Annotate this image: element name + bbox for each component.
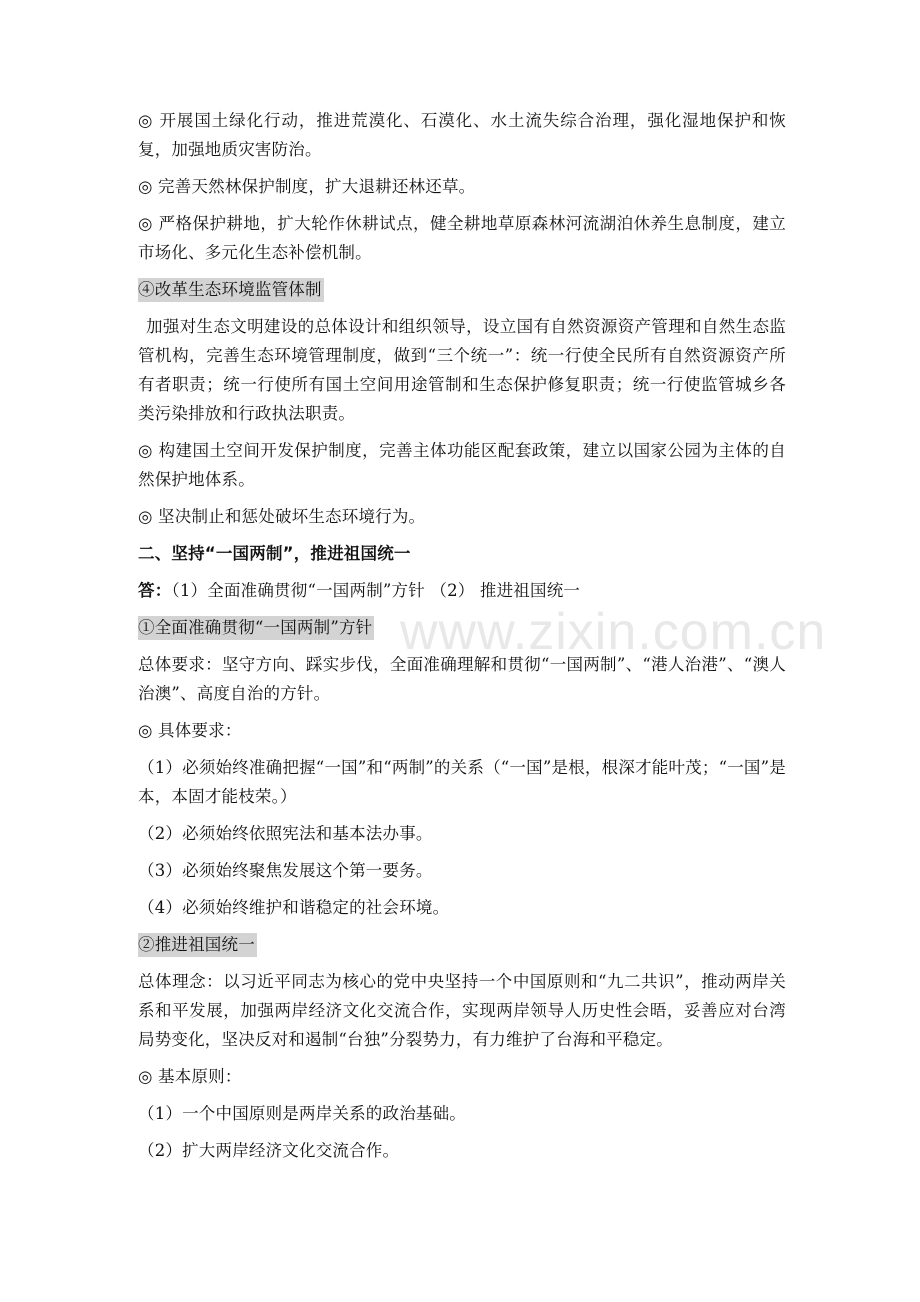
paragraph-basic-principles: ◎ 基本原则： (138, 1067, 242, 1086)
paragraph-land-greening: ◎ 开展国土绿化行动，推进荒漠化、石漠化、水土流失综合治理，强化湿地保护和恢复，加强地质灾害防治。 (138, 111, 786, 159)
section-title-one-country-two-systems: 二、坚持“一国两制”，推进祖国统一 (138, 544, 411, 563)
section-heading-eco-supervision (138, 275, 786, 304)
heading-text: ②推进祖国统一 (138, 933, 257, 957)
requirement-item-1: （1）必须始终准确把握“一国”和“两制”的关系（“一国”是根，根深才能叶茂；“一国”是本，本固才能枝荣。） (138, 758, 786, 806)
paragraph-general-idea: 总体理念：以习近平同志为核心的党中央坚持一个中国原则和“九二共识”，推动两岸关系和平发展，加强两岸经济文化交流合作，实现两岸领导人历史性会晤，妥善应对台湾局势变化，坚决反对和遏制“台独”分裂势力，有力维护了台海和平稳定。 (138, 972, 786, 1049)
heading-text: ①全面准确贯彻“一国两制”方针 (138, 616, 374, 640)
section-heading-implement (138, 613, 786, 642)
paragraph-natural-forest: ◎ 完善天然林保护制度，扩大退耕还林还草。 (138, 177, 476, 196)
watermark: www.zixin.com.cn (400, 603, 827, 661)
principle-item-1: （1）一个中国原则是两岸关系的政治基础。 (138, 1104, 466, 1123)
document-page (138, 106, 786, 1173)
requirement-item-2: （2）必须始终依照宪法和基本法办事。 (138, 824, 433, 843)
requirement-item-4: （4）必须始终维护和谐稳定的社会环境。 (138, 898, 450, 917)
section-heading-reunification (138, 930, 786, 959)
answer-text: （1）全面准确贯彻“一国两制”方针 （2） 推进祖国统一 (171, 581, 581, 600)
paragraph-farmland-protection: ◎ 严格保护耕地，扩大轮作休耕试点，健全耕地草原森林河流湖泊休养生息制度，建立市场化、多元化生态补偿机制。 (138, 214, 786, 262)
paragraph-spatial-development: ◎ 构建国土空间开发保护制度，完善主体功能区配套政策，建立以国家公园为主体的自然保护地体系。 (138, 441, 786, 489)
answer-line (138, 576, 786, 605)
answer-label: 答： (138, 581, 172, 600)
paragraph-specific-requirements: ◎ 具体要求： (138, 721, 242, 740)
heading-text: ④改革生态环境监管体制 (138, 278, 324, 302)
requirement-item-3: （3）必须始终聚焦发展这个第一要务。 (138, 861, 433, 880)
principle-item-2: （2）扩大两岸经济文化交流合作。 (138, 1141, 400, 1160)
paragraph-general-requirements: 总体要求：坚守方向、踩实步伐，全面准确理解和贯彻“一国两制”、“港人治港”、“澳人治澳”、高度自治的方针。 (138, 655, 786, 703)
paragraph-stop-damage: ◎ 坚决制止和惩处破坏生态环境行为。 (138, 507, 426, 526)
paragraph-eco-civilization: 加强对生态文明建设的总体设计和组织领导，设立国有自然资源资产管理和自然生态监管机构，完善生态环境管理制度，做到“三个统一”：统一行使全民所有自然资源资产所有者职责；统一行使所有国土空间用途管制和生态保护修复职责；统一行使监管城乡各类污染排放和行政执法职责。 (138, 317, 786, 423)
